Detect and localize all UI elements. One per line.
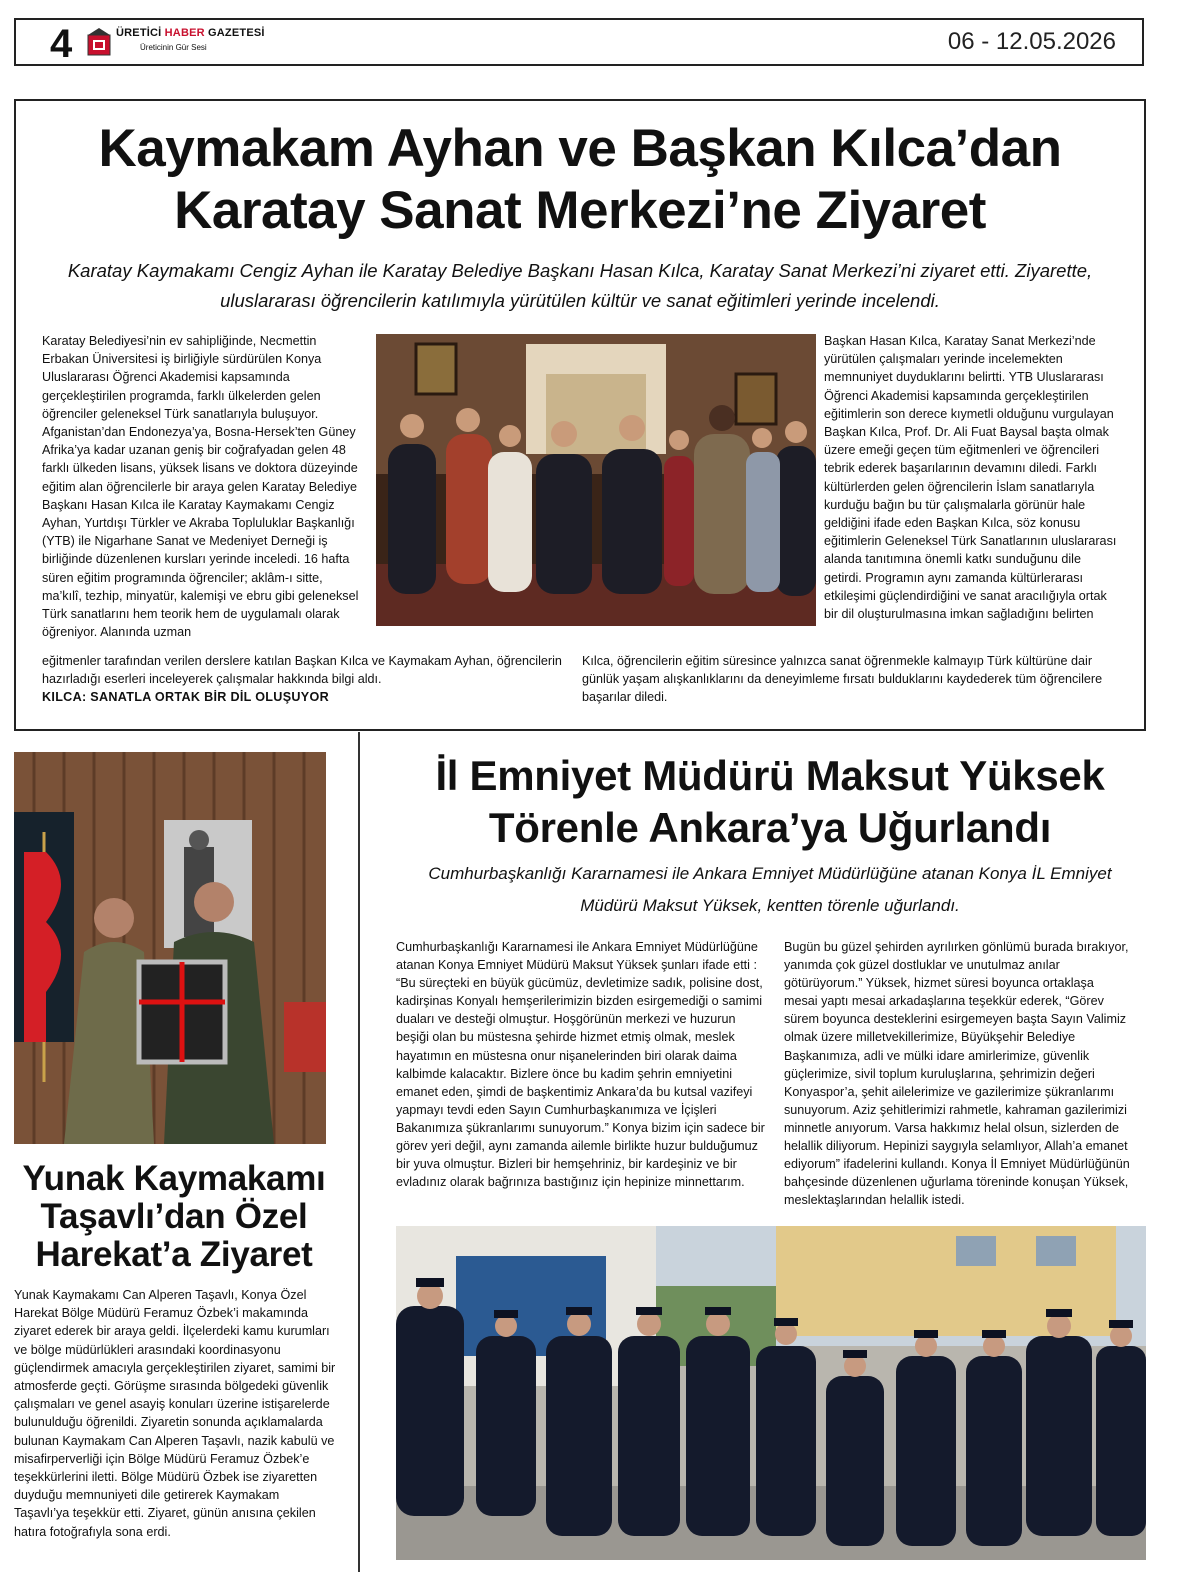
headline-emniyet: İl Emniyet Müdürü Maksut Yüksek Törenle Ankara’ya Uğurlandı [435, 752, 1105, 851]
body-column-karatay-right: Başkan Hasan Kılca, Karatay Sanat Merkezi’nde yürütülen çalışmaları yerinde incelemekten memnuniyet duyduklarını belirtti. YTB Uluslararası Öğrenci Akademisi kapsamında gerçekleştirilen eğitimlerin son derece kıymetli olduğunu vurgulayan Başkan Kılca, Prof. Dr. Ali Fuat Baysal başta olmak üzere emeği geçen tüm eğitmenleri ve öğrencileri tebrik ederek başarılarının devamını diledi. Farklı kültürlerden gelen öğrencilerin İslam sanatlarıyla kurduğu bağın bu tür çalışmalarla görünür hale geldiğini ifade eden Başkan Kılca, söz konusu eğitimlerin Geleneksel Türk Sanatlarının uluslararası alanda tanıtımına önemli katkı sunduğunu dile getirdi. Programın aynı zamanda kültürlerarası etkileşimi güçlendirdiğini ve sanat aracılığıyla ortak bir dil oluşturulmasına imkan sağladığını belirten [824, 334, 1117, 622]
body-yunak: Yunak Kaymakamı Can Alperen Taşavlı, Konya Özel Harekat Bölge Müdürü Feramuz Özbek’i makamında ziyaret ederek bir araya geldi. İlçelerdeki kamu kurumları ve bölge müdürlükleri arasındaki koordinasyonu güçlendirmek amacıyla gerçekleştirilen ziyaret, samimi bir atmosferde geçti. Görüşme sırasında bölgedeki güvenlik çalışmaları ve genel asayiş konuları üzerine istişarelerde bulunulduğu öğrenildi. Ziyaretin sonunda açıklamalarda bulunan Kaymakam Can Alperen Taşavlı, nazik kabulü ve misafirperverliği için Bölge Müdürü Feramuz Özbek’e teşekkürlerini iletti. Bölge Müdürü Özbek ise ziyaretten duyduğu memnuniyeti dile getirerek Kaymakam Taşavlı’ya teşekkür etti. Ziyaret, günün anısına çekilen hatıra fotoğrafıyla sona erdi. [14, 1288, 336, 1539]
body-column-karatay-left: Karatay Belediyesi’nin ev sahipliğinde, Necmettin Erbakan Üniversitesi iş birliğiyle sürdürülen Konya Uluslararası Öğrenci Akademisi kapsamında gerçekleştirilen programda, farklı ülkelerden gelen öğrenciler geleneksel Türk sanatlarıyla buluşuyor. Afganistan’dan Endonezya’ya, Bosna-Hersek’ten Güney Afrika’ya kadar uzanan geniş bir coğrafyadan gelen 48 farklı ülkeden lisans, yüksek lisans ve doktora düzeyinde eğitim alan öğrencilerle bir araya gelen Karatay Belediye Başkanı Hasan Kılca ile Karatay Kaymakamı Cengiz Ayhan, Yurtdışı Türkler ve Akraba Topluluklar Başkanlığı (YTB) ile Nigarhane Sanat ve Medeniyet Derneği iş birliğinde düzenlenen kursları yerinde inceledi. 16 hafta süren eğitim programında öğrenciler; aklâm-ı sitte, ma’kılî, tezhip, minyatür, kalemişi ve ebru gibi geleneksel Türk sanatlarını hem teorik hem de uygulamalı olarak öğreniyor. Alanında uzman [42, 334, 359, 640]
photo-emniyet-ceremony [396, 1226, 1146, 1560]
body-wide-karatay-left: eğitmenler tarafından verilen derslere katılan Başkan Kılca ve Kaymakam Ayhan, öğrencilerin hazırladığı eserleri inceleyerek çalışmalar hakkında bilgi aldı. [42, 654, 562, 687]
body-column-emniyet-right: Bugün bu güzel şehirden ayrılırken gönlümü burada bırakıyor, yanımda çok güzel dostluklar ve unutulmaz anılar götürüyorum.” Yüksek, hizmet süresi boyunca ortaklaşa mesai yaptı mesai arkadaşlarına teşekkür ederek, “Görev sürem boyunca desteklerini esirgemeyen başta Sayın Valimiz olmak üzere milletvekillerimize, Büyükşehir Belediye Başkanımıza, adli ve mülki idare amirlerimize, güvenlik güçlerimize, sivil toplum kuruluşlarına, şehrimizin değeri Konyaspor’a, şehit ailelerimize ve gazilerimize şükranlarımı sunuyorum. Aziz şehitlerimizi rahmetle, kahraman gazilerimizi minnetle anıyorum. Varsa hakkımız helal olsun, sizlerden de helallik diliyorum. Hepinizi saygıyla selamlıyor, Allah’a emanet ediyorum” ifadelerini kullandı. Konya İl Emniyet Müdürlüğünün bahçesinde düzenlenen uğurlama töreninde konuşan Yüksek, meslektaşlarından helallik istedi. [784, 940, 1130, 1208]
lede-karatay: Karatay Kaymakamı Cengiz Ayhan ile Karatay Belediye Başkanı Hasan Kılca, Karatay Sanat Merkezi’ni ziyaret etti. Ziyarette, uluslararası öğrencilerin katılımıyla yürütülen kültür ve sanat eğitimleri yerinde incelendi. [67, 260, 1093, 311]
column-divider [358, 732, 360, 1572]
photo-yunak-visit [14, 752, 326, 1144]
lede-emniyet: Cumhurbaşkanlığı Kararnamesi ile Ankara Emniyet Müdürlüğüne atanan Konya İL Emniyet Müdürü Maksut Yüksek, kentten törenle uğurlandı. [428, 864, 1112, 915]
newspaper-slogan: Üreticinin Gür Sesi [140, 43, 207, 52]
photo-karatay-visit [376, 334, 816, 626]
headline-karatay: Kaymakam Ayhan ve Başkan Kılca’dan Karatay Sanat Merkezi’ne Ziyaret [98, 119, 1062, 240]
newspaper-name: ÜRETİCİ HABER GAZETESİ [116, 27, 265, 39]
headline-yunak: Yunak Kaymakamı Taşavlı’dan Özel Harekat’a Ziyaret [22, 1159, 326, 1274]
body-wide-karatay-right: Kılca, öğrencilerin eğitim süresince yalnızca sanat öğrenmekle kalmayıp Türk kültürüne dair günlük yaşam alışkanlıklarını da deneyimleme fırsatı bulduklarını kaydederek tüm öğrencilere başarılar diledi. [582, 654, 1103, 705]
body-column-emniyet-left: Cumhurbaşkanlığı Kararnamesi ile Ankara Emniyet Müdürlüğüne atanan Konya Emniyet Müdürü Maksut Yüksek şunları ifade etti : “Bu süreçteki en büyük gücümüz, devletimize sadık, polisine dost, kadirşinas Konyalı hemşerilerimizin bizden esirgemediği o samimi duaları ve desteği olmuştur. Hoşgörünün merkezi ve huzurun beşiği olan bu müstesna şehirde hizmet etmiş olmak, meslek hayatımın en müstesna onur nişanelerinden biri olarak daima kalbimde kalacaktır. Bizlere önce bu kadim şehrin emniyetini emanet eden, şimdi de başkentimiz Ankara’da bu kutsal vazifeyi yapmayı tevdi eden Sayın Cumhurbaşkanımıza ve İçişleri Bakanımıza şükranlarımı sunuyorum.” Konya bizim için sadece bir görev yeri değil, aynı zamanda ailemle birlikte huzur bulduğumuz bir yuva olmuştur. Bizleri bir hemşehriniz, bir kardeşiniz ve bir evladınız olarak bağrınıza bastığınız için hepinize minnettarım. [396, 940, 765, 1190]
newspaper-emblem-icon [86, 27, 112, 57]
subhead-karatay: KILCA: SANATLA ORTAK BİR DİL OLUŞUYOR [42, 690, 329, 705]
issue-date: 06 - 12.05.2026 [947, 28, 1116, 55]
page-number: 4 [50, 22, 73, 66]
